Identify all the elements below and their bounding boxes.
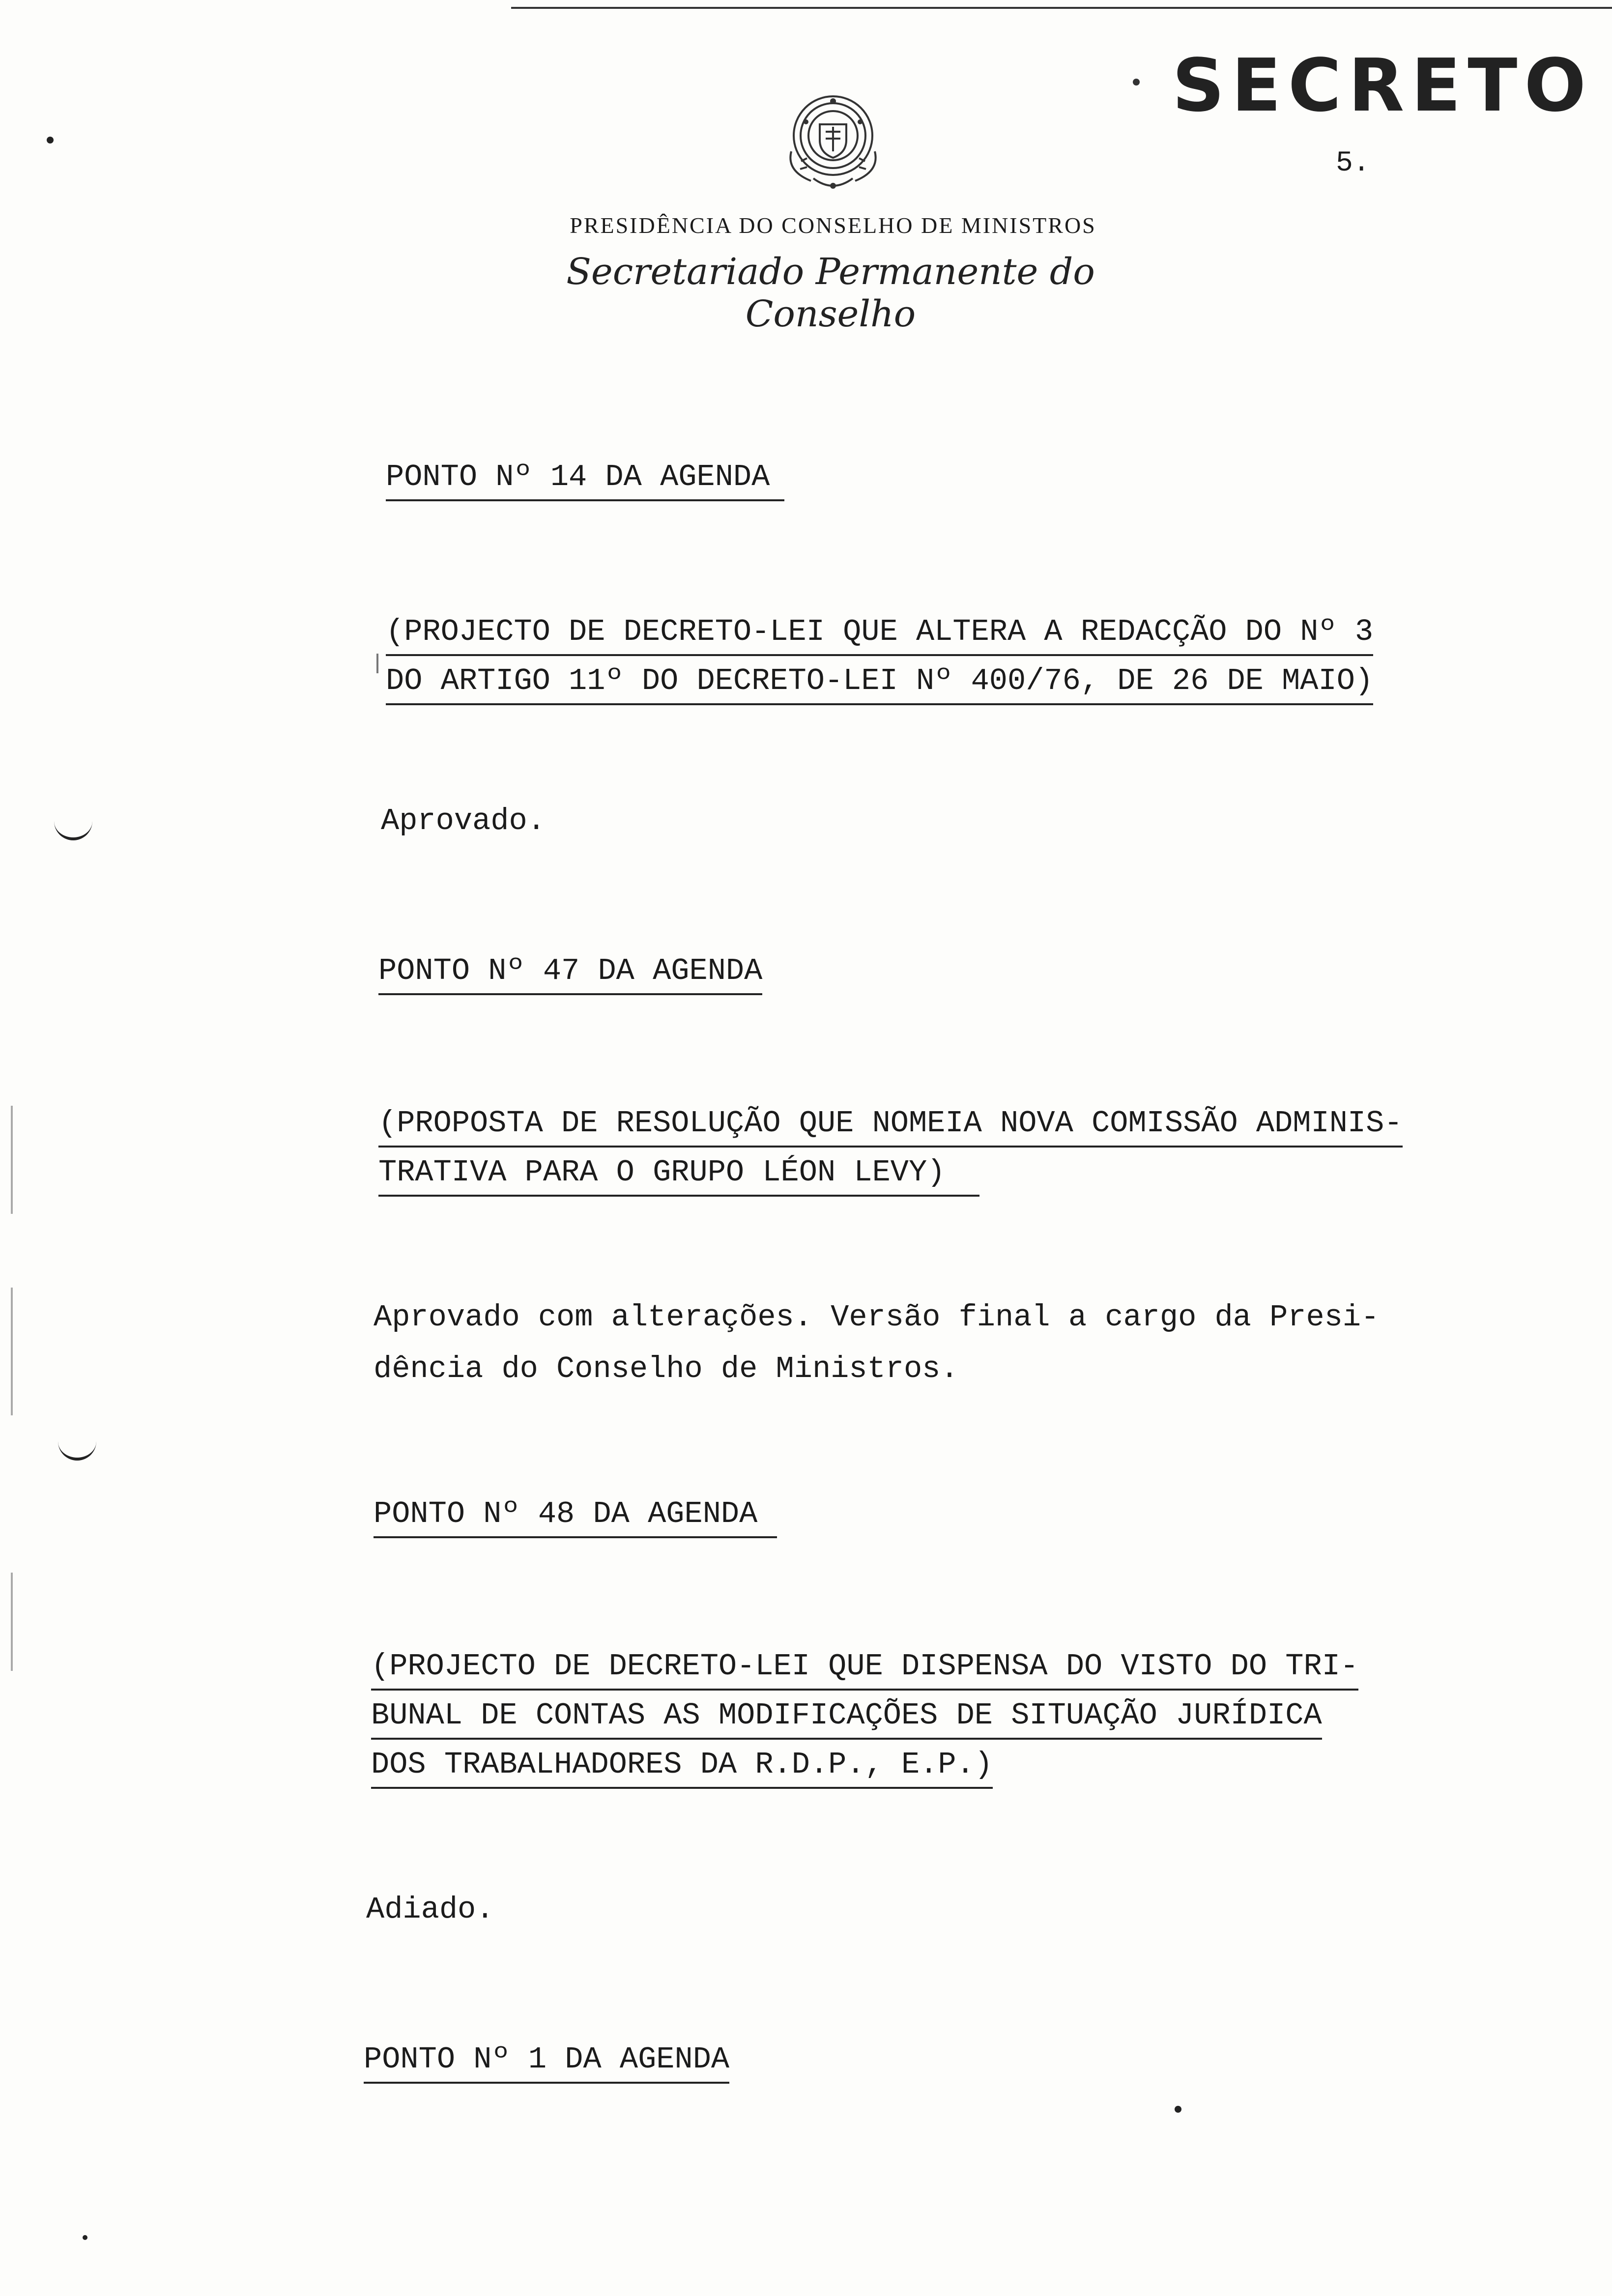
organization-heading: PRESIDÊNCIA DO CONSELHO DE MINISTROS <box>570 213 1096 238</box>
margin-punch-mark <box>58 1440 96 1461</box>
agenda-point-decision: Adiado. <box>366 1892 494 1927</box>
ink-speck <box>1175 2106 1181 2113</box>
agenda-point-subject-line: (PROJECTO DE DECRETO-LEI QUE DISPENSA DO VISTO DO TRI- <box>371 1651 1358 1691</box>
page-number: 5. <box>1336 147 1370 179</box>
edge-dash-mark <box>11 1288 13 1415</box>
margin-punch-mark <box>54 820 92 840</box>
coat-of-arms-seal-icon <box>772 78 894 201</box>
stamp-mark <box>1133 79 1140 86</box>
department-subheading: Secretariado Permanente do Conselho <box>566 251 1095 335</box>
agenda-point-subject-line: TRATIVA PARA O GRUPO LÉON LEVY) <box>378 1157 979 1197</box>
agenda-point-heading: PONTO Nº 47 DA AGENDA <box>378 956 762 995</box>
agenda-point-subject-line: BUNAL DE CONTAS AS MODIFICAÇÕES DE SITUAÇÃO JURÍDICA <box>371 1700 1322 1740</box>
top-edge-rule <box>511 7 1612 9</box>
ink-speck <box>47 137 54 144</box>
agenda-point-heading: PONTO Nº 48 DA AGENDA <box>374 1499 777 1538</box>
edge-dash-mark <box>11 1106 13 1214</box>
agenda-point-subject-line: (PROJECTO DE DECRETO-LEI QUE ALTERA A REDACÇÃO DO Nº 3 <box>386 617 1373 656</box>
agenda-point-decision: dência do Conselho de Ministros. <box>374 1351 959 1386</box>
agenda-point-decision: Aprovado. <box>381 804 546 838</box>
agenda-point-subject-line: DOS TRABALHADORES DA R.D.P., E.P.) <box>371 1750 993 1789</box>
agenda-point-subject-line: (PROPOSTA DE RESOLUÇÃO QUE NOMEIA NOVA COMISSÃO ADMINIS- <box>378 1108 1403 1148</box>
edge-dash-mark <box>11 1573 13 1671</box>
agenda-point-heading: PONTO Nº 14 DA AGENDA <box>386 462 784 501</box>
margin-tick <box>376 654 378 673</box>
agenda-point-decision: Aprovado com alterações. Versão final a cargo da Presi- <box>374 1300 1380 1335</box>
secret-stamp: SECRETO <box>1172 43 1593 128</box>
ink-speck <box>83 2235 87 2240</box>
agenda-point-heading: PONTO Nº 1 DA AGENDA <box>364 2044 729 2084</box>
agenda-point-subject-line: DO ARTIGO 11º DO DECRETO-LEI Nº 400/76, DE 26 DE MAIO) <box>386 666 1373 705</box>
